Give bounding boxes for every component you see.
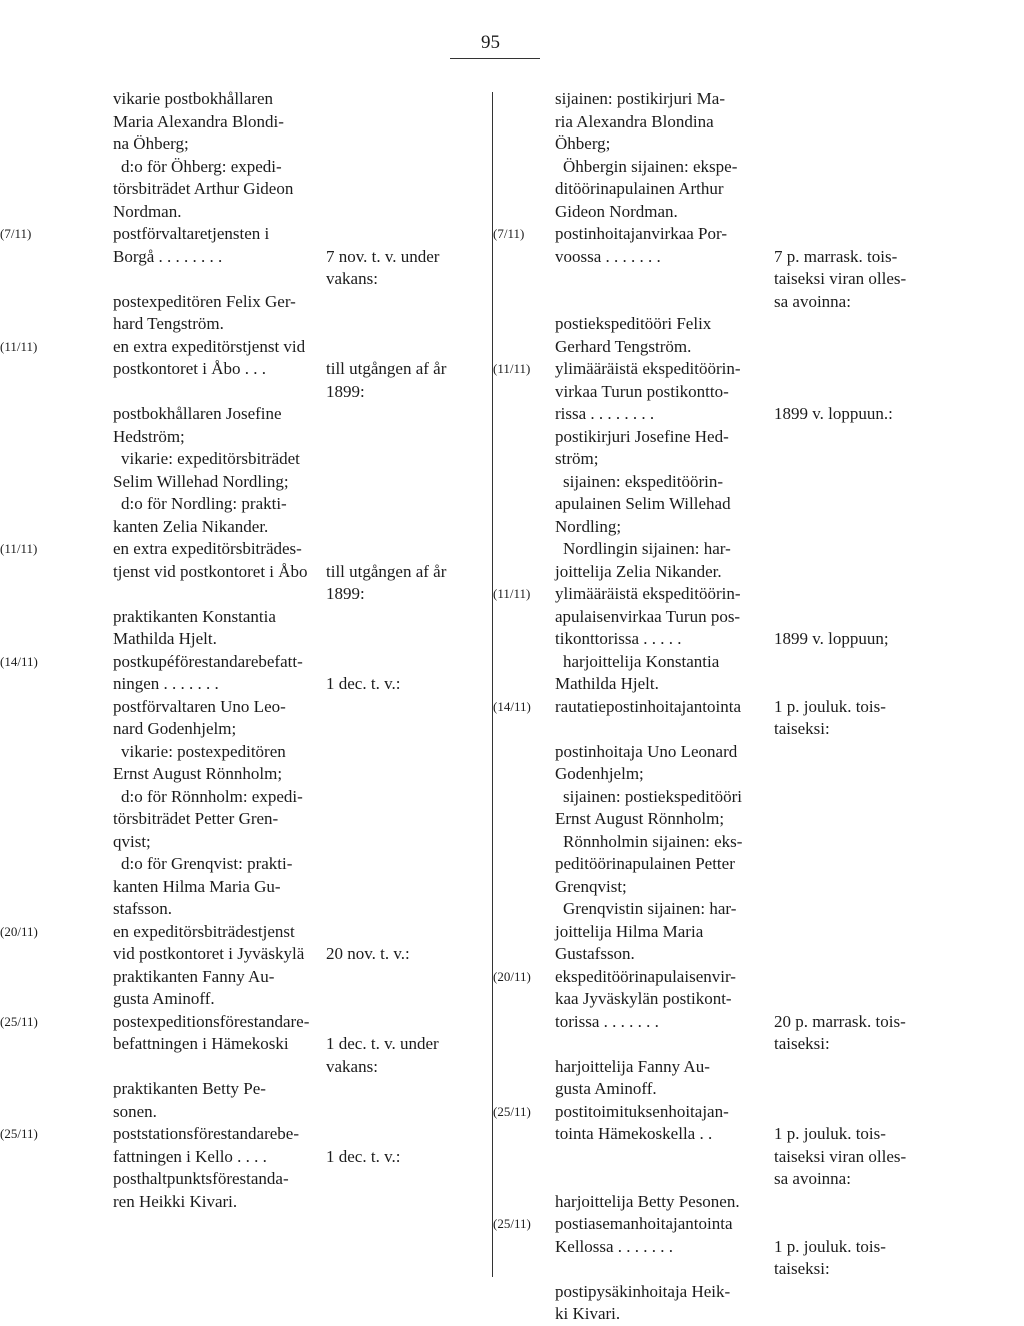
entry-text: harjoittelija Betty Pesonen. — [555, 1191, 740, 1211]
text-line — [0, 291, 490, 314]
entry-text: rissa . . . . . . . . — [555, 404, 655, 423]
text-line — [0, 246, 490, 269]
text-line — [0, 88, 490, 111]
entry-text: kaa Jyväskylän postikont- — [555, 989, 732, 1008]
effective-date: taiseksi viran olles- — [774, 1146, 907, 1166]
text-line — [493, 1101, 1024, 1124]
entry-text: postexpeditören Felix Ger- — [113, 291, 296, 311]
date-ref: (11/11) — [0, 541, 38, 556]
entry-text: postkontoret i Åbo . . . — [113, 359, 266, 378]
text-line — [0, 1101, 490, 1124]
date-ref: (20/11) — [0, 923, 38, 939]
entry-text: gusta Aminoff. — [113, 989, 215, 1008]
text-line — [0, 1056, 490, 1079]
text-line — [493, 808, 1024, 831]
entry-text: ylimääräistä ekspeditöörin- — [555, 359, 741, 378]
effective-date: vakans: — [326, 1056, 378, 1076]
entry-text: postipysäkinhoitaja Heik- — [555, 1281, 731, 1301]
effective-date: 20 p. marrask. tois- — [774, 1011, 906, 1031]
date-ref: (14/11) — [493, 698, 531, 714]
entry-text: nard Godenhjelm; — [113, 719, 237, 738]
text-line — [493, 1123, 1024, 1146]
text-line — [493, 381, 1024, 404]
entry-text: Nordlingin sijainen: har- — [563, 539, 731, 558]
entry-text: ditöörinapulainen Arthur — [555, 179, 724, 198]
entry-text: praktikanten Betty Pe- — [113, 1079, 266, 1098]
entry-text: en expeditörsbiträdestjenst — [113, 921, 295, 941]
text-line — [493, 786, 1024, 809]
text-line — [493, 898, 1024, 921]
effective-date: 1899 v. loppuun; — [774, 629, 889, 648]
text-line — [0, 223, 490, 246]
entry-text: Hedström; — [113, 426, 185, 446]
entry-text: Grenqvist; — [555, 876, 627, 896]
effective-date: till utgången af år — [326, 359, 447, 378]
entry-text: postförvaltaretjensten i — [113, 224, 270, 243]
entry-text: Rönnholmin sijainen: eks- — [563, 831, 743, 851]
entry-text: postinhoitajanvirkaa Por- — [555, 224, 727, 243]
entry-text: vikarie: postexpeditören — [121, 741, 286, 761]
entry-text: torissa . . . . . . . — [555, 1011, 659, 1031]
text-line — [0, 808, 490, 831]
entry-text: Borgå . . . . . . . . — [113, 246, 223, 266]
text-line — [0, 651, 490, 674]
date-ref: (25/11) — [0, 1013, 38, 1029]
date-ref: (25/11) — [493, 1216, 531, 1231]
entry-text: sijainen: postikirjuri Ma- — [555, 89, 725, 108]
text-line — [0, 673, 490, 696]
text-line — [493, 1303, 1024, 1326]
text-line — [493, 1168, 1024, 1191]
text-line — [493, 88, 1024, 111]
entry-text: törsbiträdet Arthur Gideon — [113, 179, 294, 198]
date-ref: (20/11) — [493, 968, 531, 984]
entry-text: Mathilda Hjelt. — [555, 674, 659, 693]
entry-text: postiasemanhoitajantointa — [555, 1214, 733, 1233]
effective-date: 20 nov. t. v.: — [326, 944, 410, 963]
text-line — [0, 1078, 490, 1101]
entry-text: ekspeditöörinapulaisenvir- — [555, 966, 736, 986]
text-line — [493, 1281, 1024, 1304]
text-line — [493, 1078, 1024, 1101]
text-line — [493, 1191, 1024, 1214]
entry-text: apulainen Selim Willehad — [555, 494, 731, 513]
entry-text: postkupéförestandarebefatt- — [113, 651, 303, 671]
text-line — [0, 1011, 490, 1034]
text-line — [493, 1236, 1024, 1259]
entry-text: Gideon Nordman. — [555, 201, 678, 221]
text-line — [493, 516, 1024, 539]
text-line — [0, 561, 490, 584]
date-ref: (25/11) — [0, 1126, 38, 1141]
text-line — [493, 358, 1024, 381]
entry-text: postikirjuri Josefine Hed- — [555, 426, 729, 446]
text-line — [493, 111, 1024, 134]
entry-text: sijainen: postiekspeditööri — [563, 786, 742, 806]
text-line — [493, 876, 1024, 899]
text-line — [493, 246, 1024, 269]
entry-text: praktikanten Fanny Au- — [113, 966, 275, 986]
entry-text: rautatiepostinhoitajantointa — [555, 696, 742, 716]
entry-text: fattningen i Kello . . . . — [113, 1146, 267, 1166]
text-line — [0, 538, 490, 561]
entry-text: Nordman. — [113, 201, 182, 221]
text-line — [0, 943, 490, 966]
entry-text: ki Kivari. — [555, 1304, 621, 1323]
entry-text: qvist; — [113, 831, 151, 851]
text-line — [0, 741, 490, 764]
text-line — [493, 336, 1024, 359]
effective-date: 1 dec. t. v. under — [326, 1034, 439, 1053]
entry-text: stafsson. — [113, 899, 173, 918]
text-line — [0, 921, 490, 944]
entry-text: Grenqvistin sijainen: har- — [563, 899, 737, 918]
date-ref: (11/11) — [493, 586, 531, 601]
text-line — [0, 133, 490, 156]
text-line — [493, 1213, 1024, 1236]
text-line — [493, 628, 1024, 651]
page-number: 95 — [481, 32, 500, 53]
entry-text: apulaisenvirkaa Turun pos- — [555, 606, 741, 626]
text-line — [493, 268, 1024, 291]
text-line — [493, 853, 1024, 876]
effective-date: 1 dec. t. v.: — [326, 1146, 401, 1166]
entry-text: virkaa Turun postikontto- — [555, 381, 729, 401]
date-ref: (25/11) — [493, 1103, 531, 1119]
entry-text: tointa Hämekoskella . . — [555, 1124, 713, 1143]
entry-text: Öhberg; — [555, 134, 611, 153]
entry-text: peditöörinapulainen Petter — [555, 854, 735, 873]
entry-text: kanten Hilma Maria Gu- — [113, 876, 281, 896]
entry-text: na Öhberg; — [113, 134, 189, 153]
entry-text: Nordling; — [555, 516, 622, 536]
entry-text: postinhoitaja Uno Leonard — [555, 741, 738, 761]
text-line — [493, 448, 1024, 471]
text-line — [493, 1056, 1024, 1079]
text-line — [0, 831, 490, 854]
text-line — [493, 763, 1024, 786]
entry-text: Kellossa . . . . . . . — [555, 1236, 674, 1256]
text-line — [0, 786, 490, 809]
text-line — [493, 156, 1024, 179]
text-line — [0, 268, 490, 291]
text-line — [493, 943, 1024, 966]
entry-text: befattningen i Hämekoski — [113, 1034, 289, 1053]
entry-text: postförvaltaren Uno Leo- — [113, 696, 286, 716]
text-line — [493, 988, 1024, 1011]
entry-text: ria Alexandra Blondina — [555, 111, 714, 131]
effective-date: 7 p. marrask. tois- — [774, 246, 898, 266]
entry-text: d:o för Rönnholm: expedi- — [121, 786, 303, 806]
text-line — [0, 966, 490, 989]
effective-date: 1 p. jouluk. tois- — [774, 696, 886, 716]
text-line — [0, 156, 490, 179]
text-line — [493, 831, 1024, 854]
text-line — [493, 1011, 1024, 1034]
entry-text: tjenst vid postkontoret i Åbo — [113, 561, 308, 581]
effective-date: 1 dec. t. v.: — [326, 674, 401, 693]
entry-text: sijainen: ekspeditöörin- — [563, 471, 724, 491]
effective-date: till utgången af år — [326, 561, 447, 581]
effective-date: 1899: — [326, 381, 365, 401]
entry-text: Ernst August Rönnholm; — [555, 809, 725, 828]
text-line — [493, 1146, 1024, 1169]
text-line — [0, 696, 490, 719]
entry-text: d:o för Grenqvist: prakti- — [121, 854, 293, 873]
entry-text: Selim Willehad Nordling; — [113, 471, 289, 491]
entry-text: gusta Aminoff. — [555, 1079, 657, 1098]
text-line — [493, 403, 1024, 426]
text-line — [0, 381, 490, 404]
entry-text: Mathilda Hjelt. — [113, 629, 217, 648]
text-line — [0, 583, 490, 606]
text-line — [0, 111, 490, 134]
effective-date: taiseksi: — [774, 1259, 830, 1278]
entry-text: en extra expeditörstjenst vid — [113, 336, 306, 356]
text-line — [0, 1033, 490, 1056]
effective-date: 1 p. jouluk. tois- — [774, 1124, 886, 1143]
text-line — [0, 358, 490, 381]
right-column-finnish — [493, 88, 1024, 1326]
text-line — [493, 493, 1024, 516]
date-ref: (7/11) — [0, 226, 32, 241]
entry-text: harjoittelija Fanny Au- — [555, 1056, 710, 1076]
entry-text: poststationsförestandarebe- — [113, 1124, 299, 1143]
text-line — [493, 178, 1024, 201]
text-line — [0, 853, 490, 876]
text-line — [493, 651, 1024, 674]
text-line — [493, 291, 1024, 314]
entry-text: posthaltpunktsförestanda- — [113, 1169, 289, 1188]
effective-date: 7 nov. t. v. under — [326, 246, 440, 266]
entry-text: Gerhard Tengström. — [555, 336, 692, 356]
entry-text: vid postkontoret i Jyväskylä — [113, 944, 305, 963]
page-number-rule — [450, 58, 540, 59]
entry-text: sonen. — [113, 1101, 157, 1121]
date-ref: (7/11) — [493, 226, 525, 241]
text-line — [0, 493, 490, 516]
entry-text: Gustafsson. — [555, 944, 635, 963]
entry-text: postexpeditionsförestandare- — [113, 1011, 310, 1031]
text-line — [493, 966, 1024, 989]
text-line — [0, 426, 490, 449]
entry-text: harjoittelija Konstantia — [563, 651, 720, 671]
text-line — [0, 201, 490, 224]
left-column-swedish — [0, 88, 490, 1213]
text-line — [0, 763, 490, 786]
text-line — [493, 1258, 1024, 1281]
effective-date: taiseksi: — [774, 719, 830, 738]
entry-text: Ernst August Rönnholm; — [113, 764, 283, 783]
effective-date: 1 p. jouluk. tois- — [774, 1236, 886, 1256]
text-line — [0, 1168, 490, 1191]
text-line — [493, 471, 1024, 494]
effective-date: vakans: — [326, 269, 378, 288]
text-line — [0, 178, 490, 201]
entry-text: tikonttorissa . . . . . — [555, 629, 682, 648]
entry-text: Öhbergin sijainen: ekspe- — [563, 156, 738, 176]
entry-text: postbokhållaren Josefine — [113, 404, 282, 423]
text-line — [493, 583, 1024, 606]
entry-text: ningen . . . . . . . — [113, 674, 219, 693]
text-line — [493, 696, 1024, 719]
entry-text: joittelija Hilma Maria — [555, 921, 704, 941]
effective-date: taiseksi viran olles- — [774, 269, 907, 288]
entry-text: postiekspeditööri Felix — [555, 314, 712, 333]
text-line — [493, 921, 1024, 944]
entry-text: praktikanten Konstantia — [113, 606, 276, 626]
effective-date: sa avoinna: — [774, 1169, 851, 1188]
text-line — [0, 988, 490, 1011]
entry-text: d:o för Öhberg: expedi- — [121, 156, 282, 176]
text-line — [493, 741, 1024, 764]
entry-text: törsbiträdet Petter Gren- — [113, 809, 279, 828]
entry-text: Godenhjelm; — [555, 764, 644, 783]
date-ref: (11/11) — [0, 338, 38, 354]
text-line — [493, 718, 1024, 741]
entry-text: vikarie: expeditörsbiträdet — [121, 449, 300, 468]
text-line — [0, 336, 490, 359]
effective-date: 1899 v. loppuun.: — [774, 404, 893, 423]
text-line — [493, 201, 1024, 224]
text-line — [0, 471, 490, 494]
text-line — [493, 673, 1024, 696]
text-line — [0, 718, 490, 741]
text-line — [0, 1123, 490, 1146]
text-line — [0, 898, 490, 921]
date-ref: (11/11) — [493, 361, 531, 376]
entry-text: hard Tengström. — [113, 314, 224, 333]
text-line — [493, 133, 1024, 156]
entry-text: vikarie postbokhållaren — [113, 89, 274, 108]
effective-date: taiseksi: — [774, 1034, 830, 1053]
text-line — [493, 223, 1024, 246]
entry-text: en extra expeditörsbiträdes- — [113, 539, 302, 558]
text-line — [493, 561, 1024, 584]
text-line — [493, 538, 1024, 561]
text-line — [493, 1033, 1024, 1056]
entry-text: joittelija Zelia Nikander. — [555, 561, 722, 581]
text-line — [0, 876, 490, 899]
text-line — [0, 516, 490, 539]
entry-text: voossa . . . . . . . — [555, 246, 661, 266]
text-line — [0, 313, 490, 336]
text-line — [0, 403, 490, 426]
entry-text: kanten Zelia Nikander. — [113, 516, 269, 536]
effective-date: 1899: — [326, 584, 365, 603]
entry-text: ylimääräistä ekspeditöörin- — [555, 584, 741, 603]
entry-text: postitoimituksenhoitajan- — [555, 1101, 729, 1121]
text-line — [0, 606, 490, 629]
text-line — [0, 1191, 490, 1214]
text-line — [0, 448, 490, 471]
text-line — [0, 1146, 490, 1169]
entry-text: ren Heikki Kivari. — [113, 1191, 238, 1211]
text-line — [493, 606, 1024, 629]
entry-text: ström; — [555, 449, 599, 468]
text-line — [0, 628, 490, 651]
text-line — [493, 426, 1024, 449]
entry-text: Maria Alexandra Blondi- — [113, 111, 284, 131]
effective-date: sa avoinna: — [774, 291, 851, 311]
date-ref: (14/11) — [0, 653, 38, 669]
entry-text: d:o för Nordling: prakti- — [121, 494, 287, 513]
text-line — [493, 313, 1024, 336]
